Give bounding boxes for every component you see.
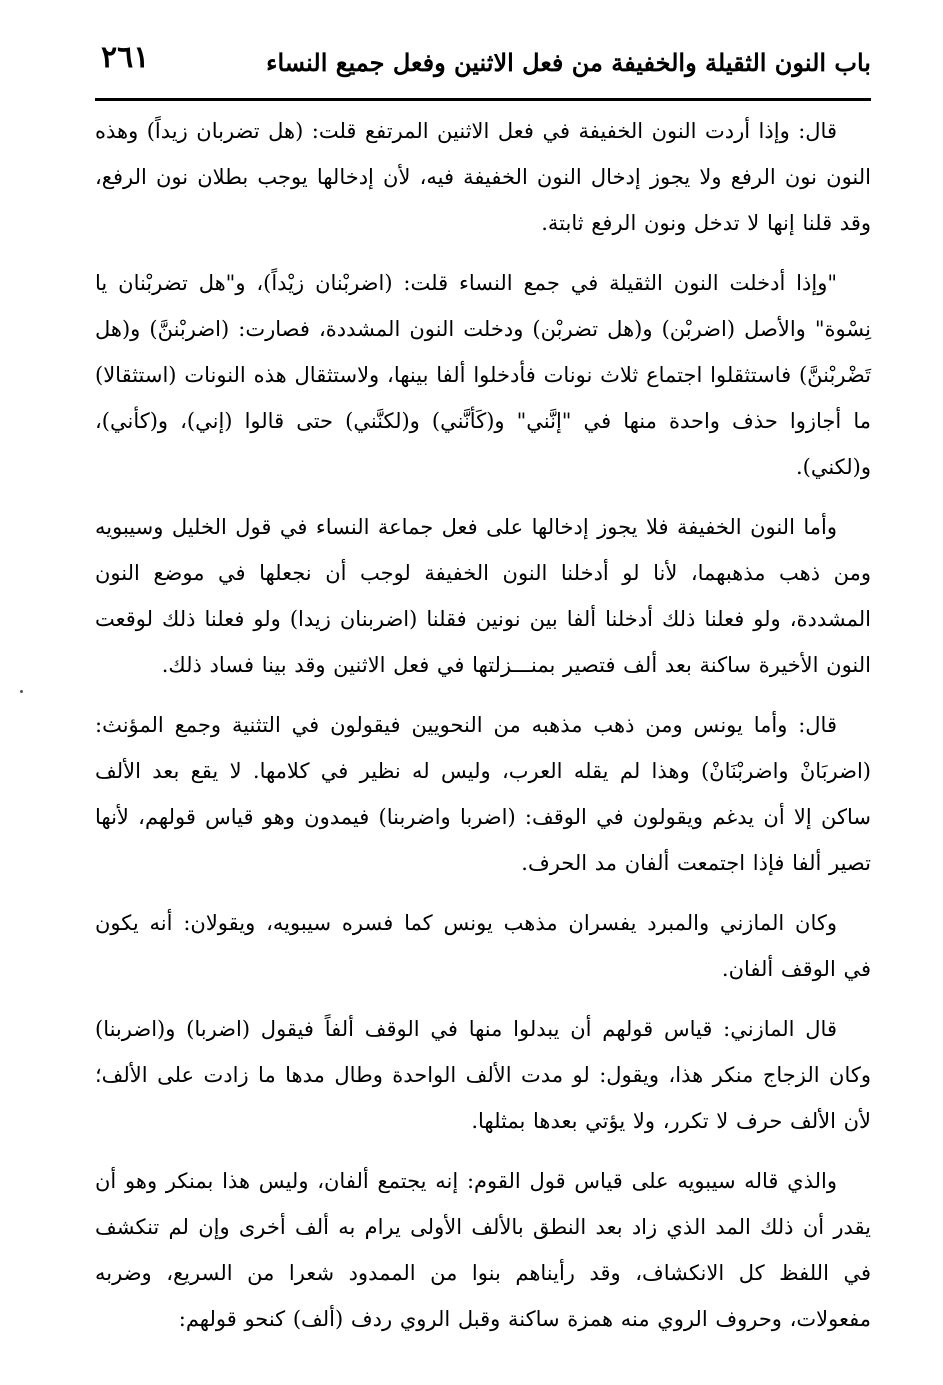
paragraph: وكان المازني والمبرد يفسران مذهب يونس كما فسره سيبويه، ويقولان: أنه يكون في الوقف ألفان. bbox=[95, 911, 871, 981]
page-header bbox=[95, 38, 871, 94]
paragraph: وأما النون الخفيفة فلا يجوز إدخالها على فعل جماعة النساء في قول الخليل وسيبويه ومن ذهب مذهبهما، لأنا لو أدخلنا النون الخفيفة لوجب أن نجعلها في موضع النون المشددة، ولو فعلنا ذلك أدخلنا ألفا بين نونين فقلنا (اضربنان زيدا) ولو فعلنا ذلك لوقعت النون الأخيرة ساكنة بعد ألف فتصير بمنـــزلتها في فعل الاثنين وقد بينا فساد ذلك. bbox=[95, 515, 871, 677]
chapter-title: باب النون الثقيلة والخفيفة من فعل الاثنين وفعل جميع النساء bbox=[266, 48, 871, 77]
paragraph: قال: وإذا أردت النون الخفيفة في فعل الاثنين المرتفع قلت: (هل تضربان زيداً) وهذه النون نون الرفع ولا يجوز إدخال النون الخفيفة فيه، لأن إدخالها يوجب بطلان نون الرفع، وقد قلنا إنها لا تدخل ونون الرفع ثابتة. bbox=[95, 119, 871, 235]
paragraph: والذي قاله سيبويه على قياس قول القوم: إنه يجتمع ألفان، وليس هذا بمنكر وهو أن يقدر أن ذلك المد الذي زاد بعد النطق بالألف الأولى يرام به ألف أخرى وإن لم تنكشف في اللفظ كل الانكشاف، وقد رأيناهم بنوا من الممدود شعرا من السريع، وضربه مفعولات، وحروف الروي منه همزة ساكنة وقبل الروي ردف (ألف) كنحو قولهم: bbox=[95, 1169, 871, 1331]
scan-speck bbox=[20, 690, 23, 693]
paragraph: قال المازني: قياس قولهم أن يبدلوا منها في الوقف ألفاً فيقول (اضربا) و(اضربنا) وكان الزجاج منكر هذا، ويقول: لو مدت الألف الواحدة وطال مدها ما زادت على الألف؛ لأن الألف حرف لا تكرر، ولا يؤتي بعدها بمثلها. bbox=[95, 1017, 871, 1133]
header-divider bbox=[95, 98, 871, 101]
page-body bbox=[95, 108, 871, 1356]
paragraph: "وإذا أدخلت النون الثقيلة في جمع النساء قلت: (اضربْنان زيْداً)، و"هل تضربْنان يا نِسْوة" والأصل (اضربْن) و(هل تضربْن) ودخلت النون المشددة، فصارت: (اضربْننَّ) و(هل تَضْربْننَّ) فاستثقلوا اجتماع ثلاث نونات فأدخلوا ألفا بينها، ولاستثقال هذه النونات (استثقالا) ما أجازوا حذف واحدة منها في "إنَّني" و(كَأنَّني) و(لكنَّني) حتى قالوا (إني)، و(كأني)، و(لكني). bbox=[95, 271, 871, 479]
page-number: ٢٦١ bbox=[101, 40, 150, 75]
paragraph: قال: وأما يونس ومن ذهب مذهبه من النحويين فيقولون في التثنية وجمع المؤنث: (اضربَانْ واضربْنَانْ) وهذا لم يقله العرب، وليس له نظير في كلامها. لا يقع بعد الألف ساكن إلا أن يدغم ويقولون في الوقف: (اضربا واضربنا) فيمدون وهو قياس قولهم، لأنها تصير ألفا فإذا اجتمعت ألفان مد الحرف. bbox=[95, 713, 871, 875]
